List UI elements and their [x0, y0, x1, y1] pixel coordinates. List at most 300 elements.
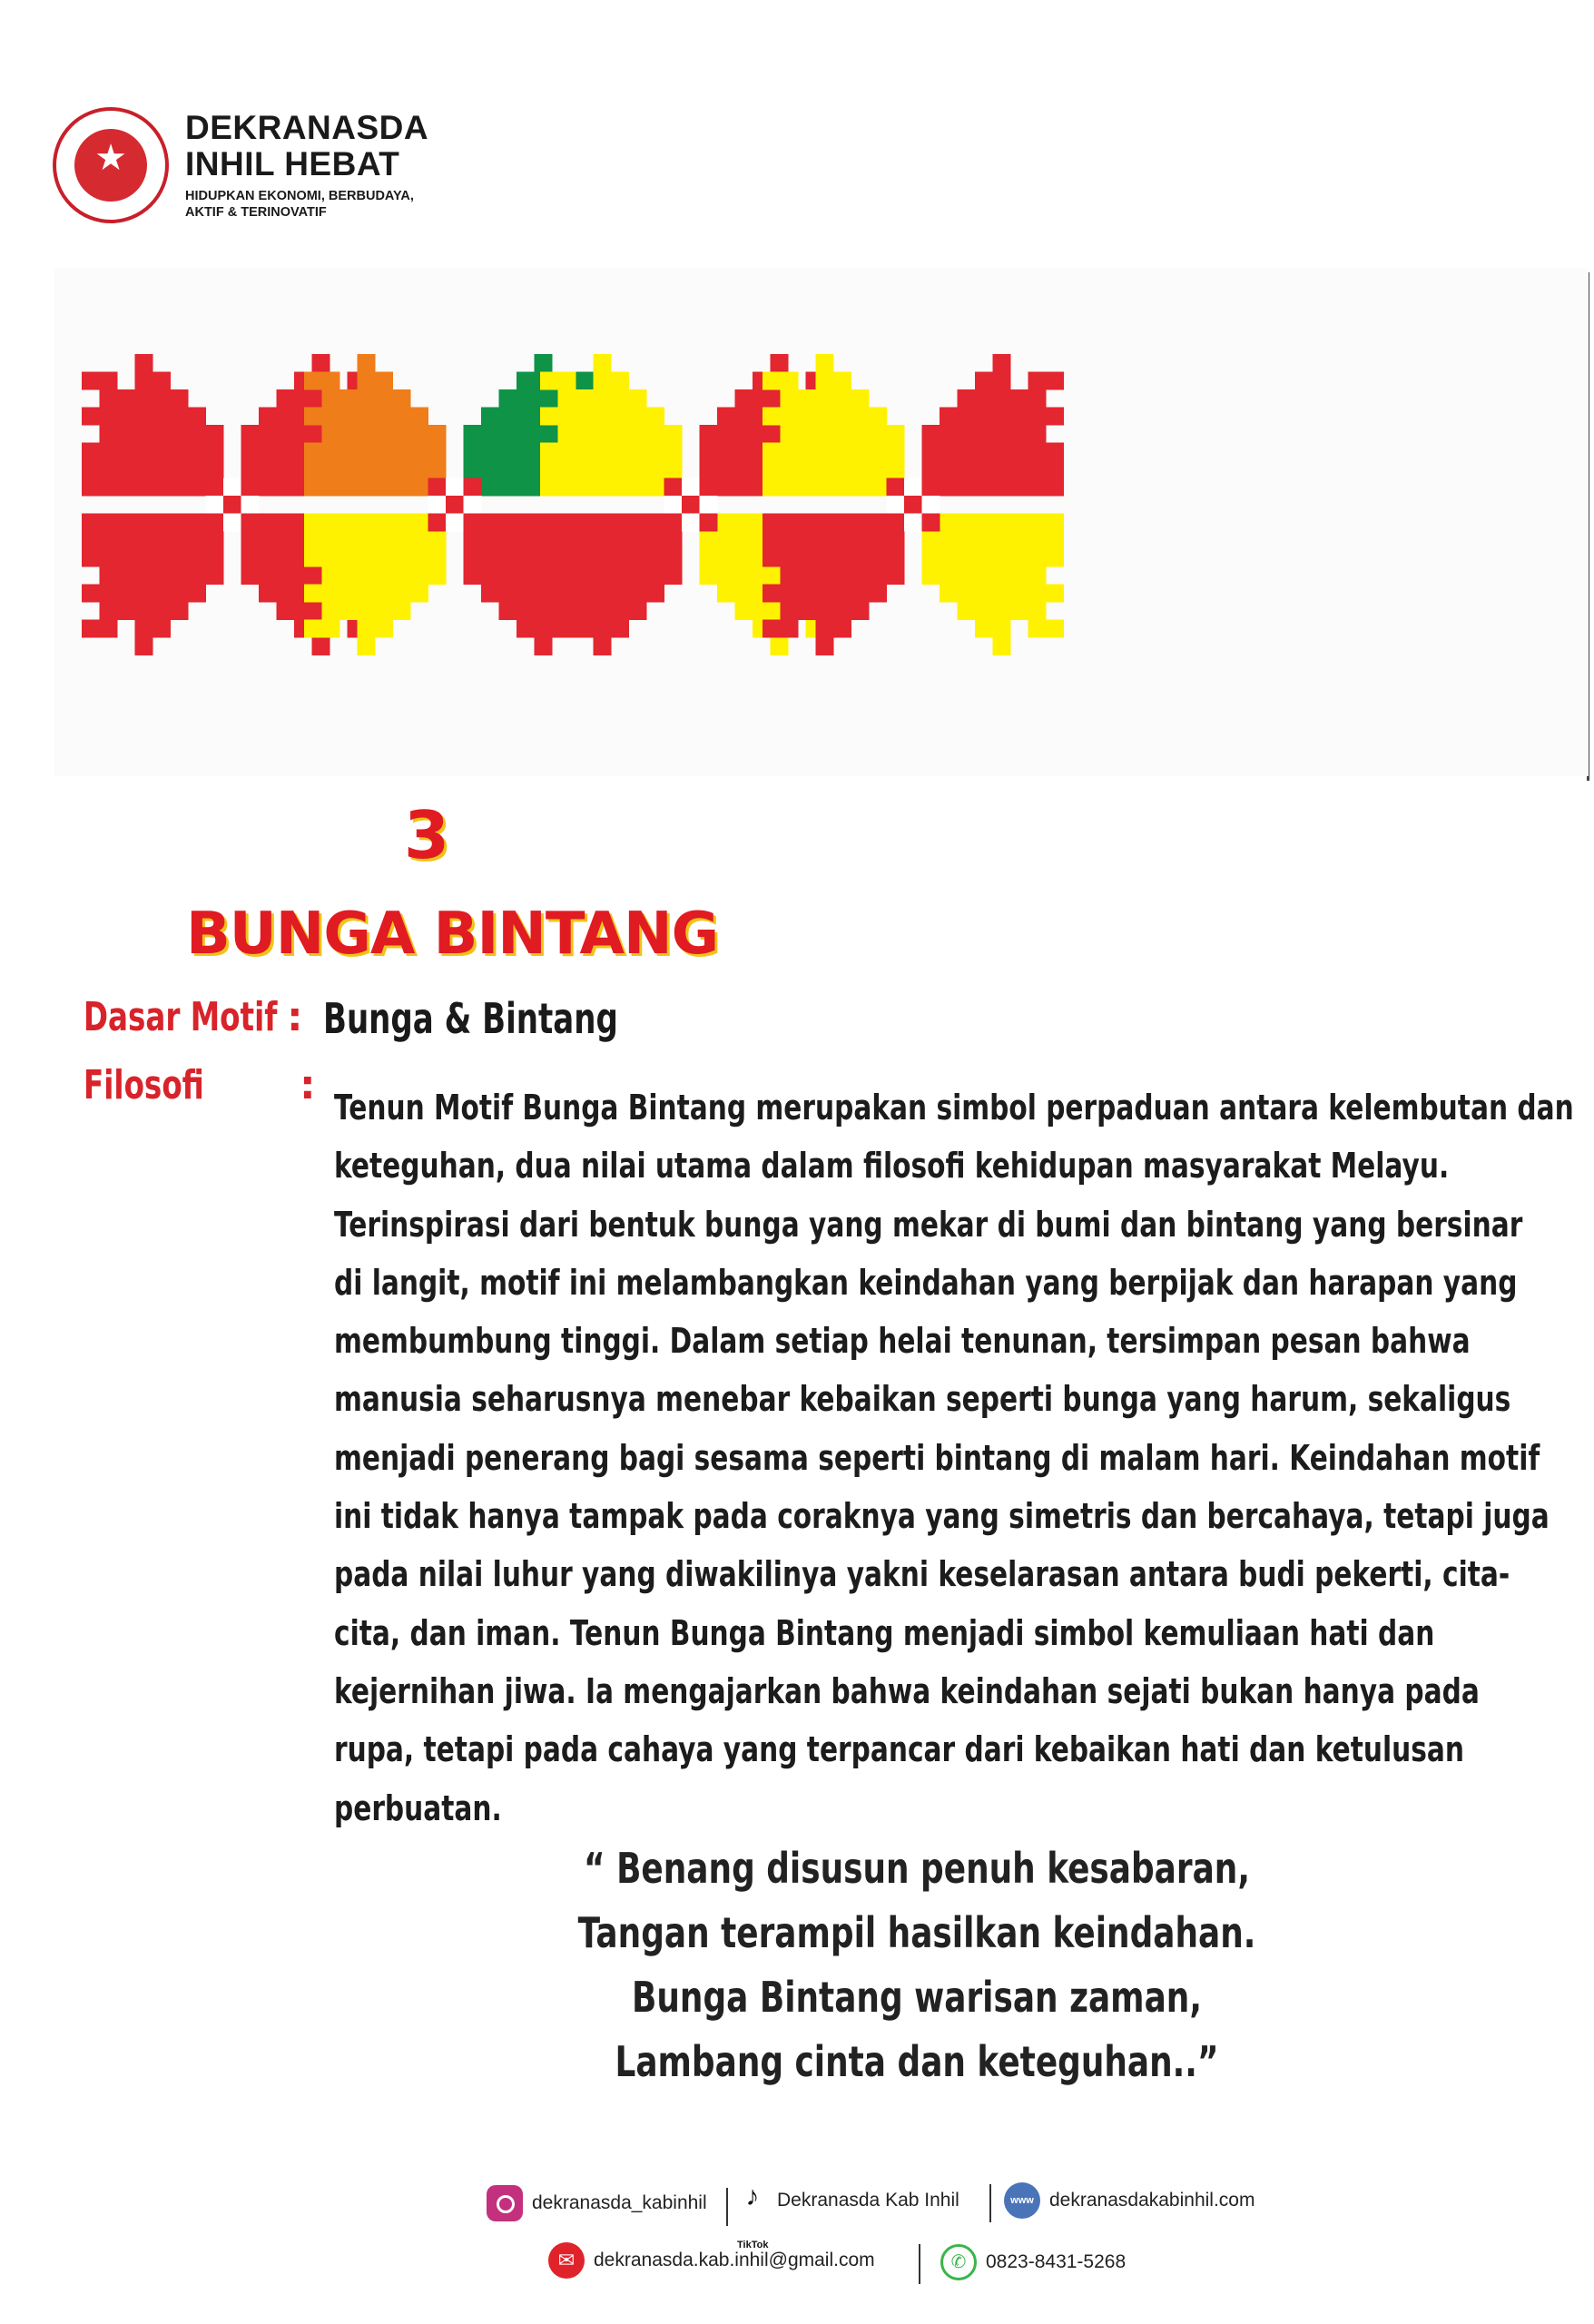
motif-pixel	[188, 443, 206, 461]
motif-pixel	[410, 585, 428, 603]
motif-pixel	[171, 443, 189, 461]
motif-pixel	[117, 408, 135, 426]
motif-pixel	[700, 566, 718, 585]
motif-pixel	[322, 566, 340, 585]
tiktok-icon: ♪	[737, 2182, 768, 2219]
motif-pixel	[393, 602, 411, 620]
motif-pixel	[540, 549, 558, 567]
motif-pixel	[294, 602, 312, 620]
motif-pixel	[82, 531, 100, 549]
motif-pixel	[558, 443, 576, 461]
motif-pixel	[117, 602, 135, 620]
motif-pixel	[763, 408, 781, 426]
motif-pixel	[259, 549, 277, 567]
motif-pixel	[304, 514, 322, 532]
motif-pixel	[833, 602, 851, 620]
motif-pixel	[100, 514, 118, 532]
motif-pixel	[851, 549, 870, 567]
motif-pixel	[993, 549, 1011, 567]
paragraph-line: ini tidak hanya tampak pada coraknya yang simetris dan bercahaya, tetapi juga	[334, 1496, 1550, 1537]
motif-pixel	[206, 443, 224, 461]
motif-pixel	[735, 389, 753, 408]
motif-pixel	[135, 372, 153, 390]
motif-pixel	[100, 460, 118, 478]
motif-pixel	[887, 566, 905, 585]
motif-pixel	[558, 408, 576, 426]
motif-pixel	[922, 460, 940, 478]
motif-pixel	[576, 425, 594, 443]
motif-pixel	[259, 460, 277, 478]
footer-email[interactable]	[548, 2242, 875, 2279]
motif-pixel	[171, 389, 189, 408]
motif-pixel	[594, 408, 612, 426]
motif-pixel	[322, 460, 340, 478]
motif-pixel	[993, 372, 1011, 390]
motif-pixel	[135, 354, 153, 372]
motif-pixel	[304, 531, 322, 549]
motif-pixel	[664, 514, 683, 532]
motif-pixel	[540, 620, 558, 638]
footer-instagram[interactable]	[487, 2185, 707, 2221]
motif-pixel	[171, 585, 189, 603]
filosofi-colon: :	[300, 1062, 316, 1108]
paragraph-line: manusia seharusnya menebar kebaikan seperti bunga yang harum, sekaligus	[334, 1379, 1511, 1420]
motif-pixel	[464, 531, 482, 549]
motif-pixel	[375, 566, 393, 585]
footer-tiktok[interactable]	[737, 2182, 959, 2219]
footer-phone[interactable]	[940, 2244, 1126, 2280]
instagram-handle[interactable]: dekranasda_kabinhil	[532, 2192, 707, 2213]
motif-pixel	[869, 514, 887, 532]
motif-pixel	[499, 566, 517, 585]
motif-pixel	[922, 549, 940, 567]
motif-pixel	[517, 620, 535, 638]
motif-pixel	[735, 460, 753, 478]
motif-pixel	[304, 372, 322, 390]
motif-pixel	[375, 585, 393, 603]
motif-pixel	[464, 425, 482, 443]
motif-pixel	[781, 443, 799, 461]
motif-pixel	[339, 602, 358, 620]
motif-pixel	[993, 585, 1011, 603]
motif-pixel	[135, 443, 153, 461]
motif-pixel	[993, 389, 1011, 408]
phone-number[interactable]: 0823-8431-5268	[986, 2251, 1127, 2272]
org-name-line2: INHIL HEBAT	[185, 145, 400, 182]
motif-pixel	[922, 566, 940, 585]
motif-pixel	[535, 425, 553, 443]
motif-pixel	[100, 389, 118, 408]
motif-pixel	[188, 566, 206, 585]
motif-pixel	[1046, 514, 1064, 532]
motif-pixel	[993, 478, 1011, 497]
motif-pixel	[763, 443, 781, 461]
motif-pixel	[499, 425, 517, 443]
motif-pixel	[375, 478, 393, 497]
motif-pixel	[646, 514, 664, 532]
motif-pixel	[816, 372, 834, 390]
motif-pixel	[241, 549, 260, 567]
motif-pixel	[664, 478, 683, 497]
motif-pixel	[1028, 585, 1047, 603]
poem-line: Bunga Bintang warisan zaman,	[632, 1973, 1202, 2022]
motif-pixel	[100, 566, 118, 585]
motif-pixel	[816, 566, 834, 585]
motif-pixel	[339, 425, 358, 443]
motif-pixel	[499, 408, 517, 426]
motif-pixel	[904, 478, 922, 497]
motif-pixel	[294, 566, 312, 585]
motif-pixel	[816, 389, 834, 408]
motif-pixel	[629, 514, 647, 532]
motif-pixel	[241, 425, 260, 443]
motif-pixel	[940, 425, 958, 443]
motif-pixel	[763, 585, 781, 603]
motif-pixel	[611, 585, 629, 603]
motif-pixel	[358, 354, 376, 372]
motif-pixel	[535, 389, 553, 408]
motif-pixel	[1010, 425, 1028, 443]
motif-pixel	[535, 602, 553, 620]
motif-pixel	[135, 425, 153, 443]
footer-divider	[919, 2244, 920, 2284]
motif-pixel	[611, 443, 629, 461]
motif-pixel	[594, 478, 612, 497]
motif-pixel	[375, 460, 393, 478]
motif-pixel	[735, 514, 753, 532]
motif-pixel	[259, 478, 277, 497]
poem-line: “ Benang disusun penuh kesabaran,	[584, 1844, 1250, 1893]
motif-pixel	[517, 602, 535, 620]
motif-pixel	[558, 460, 576, 478]
motif-pixel	[322, 620, 340, 638]
motif-pixel	[576, 585, 594, 603]
motif-pixel	[428, 443, 447, 461]
header	[53, 107, 428, 223]
motif-pixel	[816, 602, 834, 620]
motif-pixel	[958, 602, 976, 620]
motif-pixel	[798, 425, 816, 443]
motif-pixel	[1028, 531, 1047, 549]
motif-pixel	[277, 389, 295, 408]
motif-pixel	[481, 531, 499, 549]
motif-pixel	[358, 389, 376, 408]
motif-pixel	[975, 549, 993, 567]
motif-pixel	[993, 408, 1011, 426]
motif-pixel	[975, 372, 993, 390]
motif-pixel	[135, 585, 153, 603]
motif-pixel	[277, 585, 295, 603]
motif-pixel	[735, 602, 753, 620]
motif-pixel	[611, 372, 629, 390]
motif-pixel	[277, 531, 295, 549]
motif-pixel	[940, 408, 958, 426]
motif-pixel	[312, 354, 330, 372]
motif-pixel	[576, 602, 594, 620]
motif-pixel	[100, 443, 118, 461]
poem	[454, 1837, 1380, 2094]
motif-pixel	[851, 460, 870, 478]
motif-pixel	[393, 549, 411, 567]
motif-pixel	[1010, 531, 1028, 549]
motif-pixel	[393, 389, 411, 408]
motif-pixel	[958, 566, 976, 585]
motif-pixel	[358, 425, 376, 443]
motif-pixel	[781, 549, 799, 567]
motif-pixel	[223, 478, 241, 497]
motif-pixel	[517, 478, 535, 497]
paragraph-line: cita, dan iman. Tenun Bunga Bintang menjadi simbol kemuliaan hati dan	[334, 1612, 1435, 1653]
motif-pixel	[241, 514, 260, 532]
globe-icon: www	[1004, 2182, 1040, 2219]
tagline-line1: HIDUPKAN EKONOMI, BERBUDAYA,	[185, 189, 414, 203]
motif-pixel	[940, 514, 958, 532]
motif-pixel	[339, 443, 358, 461]
motif-pixel	[153, 585, 171, 603]
motif-pixel	[1028, 566, 1047, 585]
email-address[interactable]: dekranasda.kab.inhil@gmail.com	[594, 2250, 875, 2270]
motif-pixel	[446, 478, 464, 497]
motif-pixel	[833, 514, 851, 532]
motif-pixel	[117, 443, 135, 461]
motif-pixel	[1046, 585, 1064, 603]
motif-pixel	[1028, 602, 1047, 620]
motif-pixel	[851, 585, 870, 603]
motif-pixel	[798, 389, 816, 408]
motif-pixel	[153, 443, 171, 461]
motif-pixel	[558, 372, 576, 390]
motif-pixel	[887, 425, 905, 443]
motif-pixel	[993, 637, 1011, 655]
motif-pixel	[82, 514, 100, 532]
motif-pixel	[1028, 408, 1047, 426]
motif-pixel	[188, 425, 206, 443]
motif-pixel	[135, 478, 153, 497]
motif-pixel	[833, 549, 851, 567]
footer-website[interactable]	[1004, 2182, 1255, 2219]
motif-pixel	[975, 514, 993, 532]
motif-pixel	[322, 372, 340, 390]
motif-pixel	[312, 637, 330, 655]
motif-pixel	[629, 585, 647, 603]
motif-pixel	[393, 460, 411, 478]
motif-pixel	[594, 566, 612, 585]
motif-pixel	[611, 531, 629, 549]
motif-pixel	[629, 549, 647, 567]
motif-pixel	[223, 496, 241, 514]
motif-pixel	[259, 585, 277, 603]
motif-pixel	[816, 549, 834, 567]
motif-pixel	[358, 602, 376, 620]
motif-pixel	[540, 460, 558, 478]
motif-pixel	[206, 531, 224, 549]
motif-pixel	[851, 566, 870, 585]
motif-pixel	[393, 585, 411, 603]
motif-pixel	[535, 637, 553, 655]
motif-pixel	[594, 460, 612, 478]
motif-pixel	[940, 478, 958, 497]
motif-pixel	[100, 602, 118, 620]
motif-pixel	[153, 460, 171, 478]
motif-pixel	[499, 389, 517, 408]
motif-pixel	[153, 478, 171, 497]
motif-pixel	[975, 585, 993, 603]
motif-pixel	[958, 549, 976, 567]
motif-pixel	[735, 478, 753, 497]
motif-pixel	[629, 531, 647, 549]
motif-pixel	[517, 531, 535, 549]
motif-pixel	[1046, 460, 1064, 478]
motif-pixel	[117, 566, 135, 585]
motif-pixel	[517, 585, 535, 603]
motif-pixel	[82, 478, 100, 497]
motif-pixel	[851, 514, 870, 532]
motif-pixel	[958, 531, 976, 549]
motif-pixel	[576, 549, 594, 567]
motif-pixel	[781, 531, 799, 549]
tiktok-handle[interactable]: Dekranasda Kab Inhil	[777, 2190, 959, 2211]
motif-pixel	[629, 408, 647, 426]
motif-pixel	[540, 372, 558, 390]
motif-pixel	[664, 460, 683, 478]
motif-pixel	[464, 514, 482, 532]
filosofi-paragraph	[334, 1078, 1574, 1837]
brand-block	[185, 110, 428, 221]
motif-pixel	[1028, 478, 1047, 497]
motif-pixel	[781, 620, 799, 638]
motif-pixel	[798, 566, 816, 585]
motif-pixel	[763, 514, 781, 532]
motif-pixel	[594, 531, 612, 549]
motif-pixel	[646, 566, 664, 585]
motif-pixel	[540, 514, 558, 532]
motif-pixel	[375, 620, 393, 638]
dasar-colon: :	[287, 994, 303, 1040]
motif-pixel	[664, 549, 683, 567]
motif-pixel	[481, 408, 499, 426]
motif-pixel	[700, 531, 718, 549]
motif-pixel	[499, 443, 517, 461]
motif-pixel	[958, 425, 976, 443]
motif-pixel	[428, 425, 447, 443]
motif-pixel	[816, 620, 834, 638]
motif-pixel	[763, 549, 781, 567]
motif-pixel	[781, 389, 799, 408]
motif-illustration	[54, 268, 1589, 776]
motif-pixel	[117, 425, 135, 443]
motif-pixel	[816, 514, 834, 532]
motif-pixel	[339, 514, 358, 532]
motif-pixel	[975, 443, 993, 461]
motif-pixel	[717, 514, 735, 532]
motif-pixel	[410, 514, 428, 532]
motif-pixel	[771, 637, 789, 655]
motif-pixel	[358, 566, 376, 585]
motif-pixel	[464, 549, 482, 567]
motif-pixel	[993, 620, 1011, 638]
motif-pixel	[753, 602, 771, 620]
motif-pixel	[206, 514, 224, 532]
motif-pixel	[82, 408, 100, 426]
motif-pixel	[339, 408, 358, 426]
motif-pixel	[135, 549, 153, 567]
motif-pixel	[735, 549, 753, 567]
motif-pixel	[241, 531, 260, 549]
motif-pixel	[277, 443, 295, 461]
motif-pixel	[535, 566, 553, 585]
motif-pixel	[428, 514, 447, 532]
motif-pixel	[1046, 549, 1064, 567]
motif-pixel	[277, 549, 295, 567]
org-name-line1: DEKRANASDA	[185, 109, 429, 146]
motif-pixel	[540, 478, 558, 497]
motif-pixel	[717, 408, 735, 426]
motif-pixel	[1046, 620, 1064, 638]
motif-pixel	[798, 549, 816, 567]
motif-pixel	[375, 602, 393, 620]
motif-pixel	[816, 443, 834, 461]
motif-pixel	[1046, 531, 1064, 549]
website-url[interactable]: dekranasdakabinhil.com	[1049, 2190, 1255, 2211]
motif-pixel	[869, 425, 887, 443]
motif-pixel	[517, 425, 535, 443]
poem-line: Lambang cinta dan keteguhan..”	[615, 2037, 1219, 2086]
motif-pixel	[763, 372, 781, 390]
motif-pixel	[481, 460, 499, 478]
motif-pixel	[517, 389, 535, 408]
motif-pixel	[259, 408, 277, 426]
motif-pixel	[735, 425, 753, 443]
motif-pixel	[410, 460, 428, 478]
motif-pixel	[171, 408, 189, 426]
motif-pixel	[393, 425, 411, 443]
motif-pixel	[700, 496, 718, 514]
motif-pixel	[629, 389, 647, 408]
motif-pixel	[646, 408, 664, 426]
motif-pixel	[375, 549, 393, 567]
motif-pixel	[763, 620, 781, 638]
motif-pixel	[481, 478, 499, 497]
motif-pixel	[1028, 549, 1047, 567]
motif-pixel	[322, 408, 340, 426]
motif-title: BUNGA BINTANG	[186, 901, 719, 968]
motif-pixel	[1028, 389, 1047, 408]
motif-pixel	[517, 549, 535, 567]
motif-pixel	[171, 478, 189, 497]
motif-pixel	[117, 460, 135, 478]
motif-pixel	[816, 425, 834, 443]
motif-pixel	[358, 549, 376, 567]
motif-pixel	[664, 531, 683, 549]
motif-pixel	[887, 549, 905, 567]
motif-pixel	[188, 585, 206, 603]
motif-pixel	[611, 514, 629, 532]
motif-pixel	[975, 531, 993, 549]
motif-pixel	[816, 354, 834, 372]
motif-pixel	[481, 443, 499, 461]
motif-pixel	[206, 496, 224, 514]
motif-pixel	[464, 566, 482, 585]
motif-pixel	[735, 531, 753, 549]
motif-pixel	[958, 585, 976, 603]
motif-pixel	[958, 443, 976, 461]
motif-pixel	[100, 585, 118, 603]
motif-pixel	[922, 531, 940, 549]
motif-pixel	[241, 478, 260, 497]
motif-pixel	[517, 566, 535, 585]
motif-pixel	[798, 460, 816, 478]
motif-pixel	[869, 566, 887, 585]
